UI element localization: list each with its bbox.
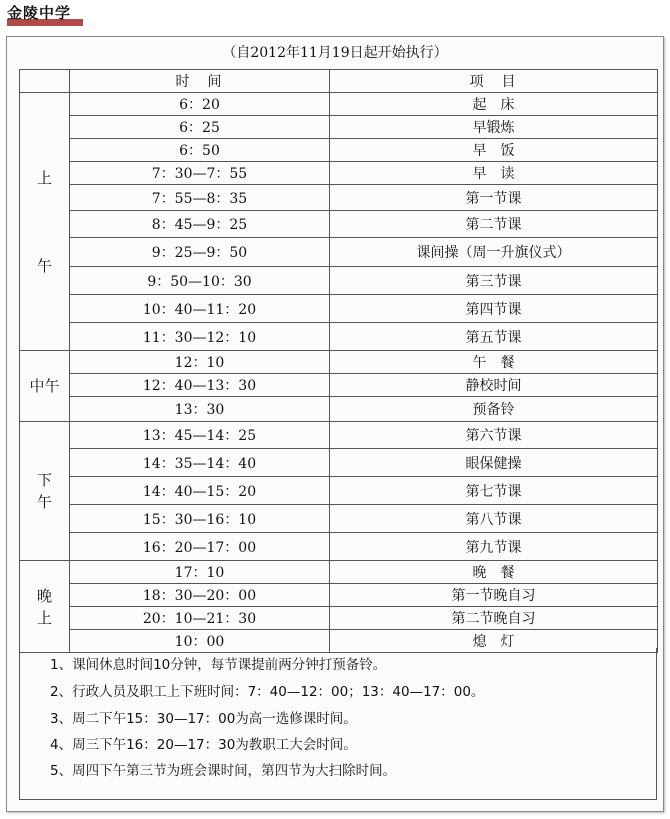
item-cell: 第一节课 <box>330 185 658 211</box>
item-cell: 早 饭 <box>330 139 658 162</box>
item-cell: 起 床 <box>330 93 658 116</box>
item-cell: 第二节课 <box>330 211 658 238</box>
table-row <box>20 584 658 607</box>
table-row <box>20 295 658 323</box>
period-morning: 上 午 <box>20 93 70 351</box>
time-cell: 9：50—10：30 <box>70 267 330 295</box>
header-period-cell <box>20 70 70 93</box>
table-row <box>20 374 658 397</box>
table-row <box>20 561 658 584</box>
time-cell: 14：40—15：20 <box>70 477 330 505</box>
table-row <box>20 607 658 630</box>
notes-box <box>19 648 657 800</box>
time-cell: 14：35—14：40 <box>70 449 330 477</box>
table-row <box>20 211 658 238</box>
table-row <box>20 139 658 162</box>
time-cell: 18：30—20：00 <box>70 584 330 607</box>
time-cell: 12：40—13：30 <box>70 374 330 397</box>
table-row <box>20 351 658 374</box>
time-cell: 8：45—9：25 <box>70 211 330 238</box>
item-cell: 熄 灯 <box>330 630 658 653</box>
time-cell: 13：30 <box>70 397 330 422</box>
time-cell: 7：55—8：35 <box>70 185 330 211</box>
item-cell: 早 读 <box>330 162 658 185</box>
note-item: 3、周二下午15：30—17：00为高一选修课时间。 <box>50 711 357 727</box>
header-item: 项 目 <box>330 70 658 93</box>
table-row <box>20 323 658 351</box>
table-row <box>20 533 658 561</box>
period-afternoon: 下 午 <box>20 422 70 561</box>
time-cell: 13：45—14：25 <box>70 422 330 449</box>
time-cell: 6：50 <box>70 139 330 162</box>
item-cell: 第五节课 <box>330 323 658 351</box>
table-row <box>20 449 658 477</box>
item-cell: 第一节晚自习 <box>330 584 658 607</box>
table-row <box>20 93 658 116</box>
table-row <box>20 267 658 295</box>
item-cell: 第六节课 <box>330 422 658 449</box>
note-item: 5、周四下午第三节为班会课时间，第四节为大扫除时间。 <box>50 763 397 779</box>
item-cell: 晚 餐 <box>330 561 658 584</box>
time-cell: 20：10—21：30 <box>70 607 330 630</box>
item-cell: 第八节课 <box>330 505 658 533</box>
school-name: 金陵中学 <box>7 4 72 22</box>
item-cell: 静校时间 <box>330 374 658 397</box>
item-cell: 眼保健操 <box>330 449 658 477</box>
school-title <box>3 2 75 24</box>
time-cell: 10：00 <box>70 630 330 653</box>
item-cell: 第三节课 <box>330 267 658 295</box>
note-item: 4、周三下午16：20—17：30为教职工大会时间。 <box>50 737 357 753</box>
header-row <box>20 70 658 93</box>
item-cell: 午 餐 <box>330 351 658 374</box>
item-cell: 预备铃 <box>330 397 658 422</box>
time-cell: 12：10 <box>70 351 330 374</box>
table-row <box>20 397 658 422</box>
header-time: 时 间 <box>70 70 330 93</box>
time-cell: 6：20 <box>70 93 330 116</box>
item-cell: 课间操（周一升旗仪式） <box>330 238 658 267</box>
period-evening: 晚 上 <box>20 561 70 653</box>
note-item: 2、行政人员及职工上下班时间：7：40—12：00；13：40—17：00。 <box>50 684 485 700</box>
time-cell: 17：10 <box>70 561 330 584</box>
table-row <box>20 185 658 211</box>
time-cell: 7：30—7：55 <box>70 162 330 185</box>
time-cell: 9：25—9：50 <box>70 238 330 267</box>
item-cell: 第九节课 <box>330 533 658 561</box>
table-row <box>20 116 658 139</box>
time-cell: 15：30—16：10 <box>70 505 330 533</box>
item-cell: 第四节课 <box>330 295 658 323</box>
time-cell: 16：20—17：00 <box>70 533 330 561</box>
schedule-caption: （自2012年11月19日起开始执行） <box>222 45 448 61</box>
table-row <box>20 422 658 449</box>
table-row <box>20 162 658 185</box>
time-cell: 6：25 <box>70 116 330 139</box>
time-cell: 11：30—12：10 <box>70 323 330 351</box>
item-cell: 早锻炼 <box>330 116 658 139</box>
item-cell: 第二节晚自习 <box>330 607 658 630</box>
period-noon: 中午 <box>20 351 70 422</box>
table-row <box>20 238 658 267</box>
note-item: 1、课间休息时间10分钟，每节课提前两分钟打预备铃。 <box>50 657 387 673</box>
time-cell: 10：40—11：20 <box>70 295 330 323</box>
table-row <box>20 477 658 505</box>
schedule-table <box>19 69 658 653</box>
table-row <box>20 505 658 533</box>
item-cell: 第七节课 <box>330 477 658 505</box>
